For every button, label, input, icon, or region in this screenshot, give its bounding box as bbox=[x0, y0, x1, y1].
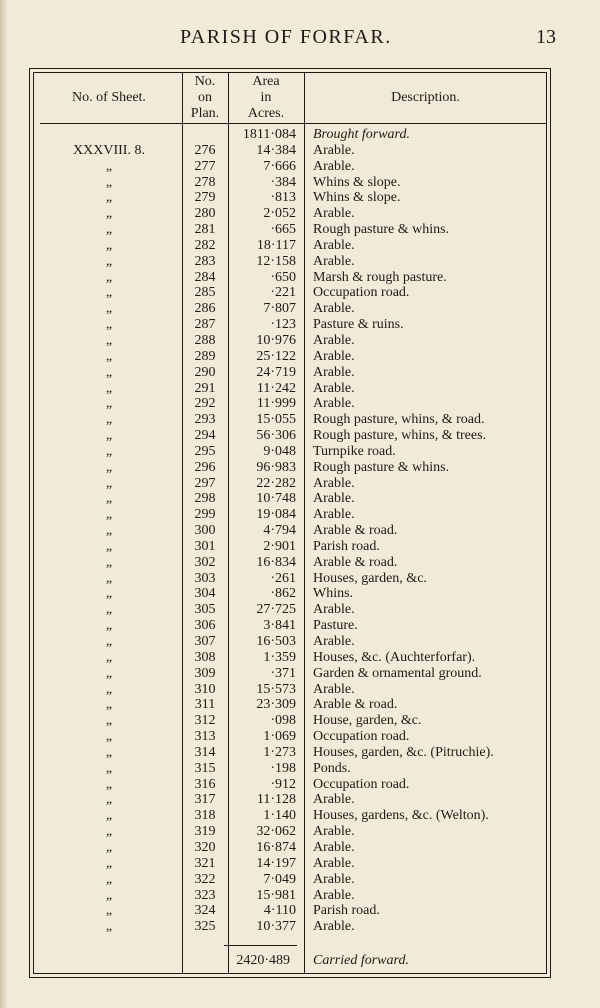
row-area: 25·122 bbox=[256, 348, 296, 364]
row-description: Occupation road. bbox=[313, 776, 410, 792]
table-row bbox=[0, 919, 600, 935]
row-sheet: „ bbox=[105, 649, 113, 665]
row-sheet: „ bbox=[105, 269, 113, 285]
table-row bbox=[0, 365, 600, 381]
row-plan-number: 284 bbox=[194, 269, 216, 285]
row-description: Houses, garden, &c. (Pitruchie). bbox=[313, 744, 494, 760]
table-row bbox=[0, 507, 600, 523]
row-area: 10·976 bbox=[256, 332, 296, 348]
row-description: Arable. bbox=[313, 253, 355, 269]
row-area: ·098 bbox=[270, 713, 296, 729]
row-plan-number: 313 bbox=[194, 729, 216, 745]
row-description: Arable. bbox=[313, 491, 355, 507]
row-plan-number: 304 bbox=[194, 586, 216, 602]
row-description: Turnpike road. bbox=[313, 443, 396, 459]
table-row bbox=[0, 792, 600, 808]
table-row bbox=[0, 840, 600, 856]
table-row bbox=[0, 254, 600, 270]
row-description: Arable. bbox=[313, 380, 355, 396]
brought-forward-label: Brought forward. bbox=[313, 127, 410, 142]
row-area: 16·874 bbox=[256, 839, 296, 855]
row-sheet: „ bbox=[105, 428, 113, 444]
row-description: Arable. bbox=[313, 871, 355, 887]
brought-forward-row bbox=[0, 127, 600, 143]
row-plan-number: 296 bbox=[194, 459, 216, 475]
row-description: Arable. bbox=[313, 824, 355, 840]
row-plan-number: 285 bbox=[194, 285, 216, 301]
row-sheet: „ bbox=[105, 190, 113, 206]
row-area: ·371 bbox=[270, 665, 296, 681]
row-plan-number: 288 bbox=[194, 332, 216, 348]
table-row bbox=[0, 602, 600, 618]
table-row bbox=[0, 333, 600, 349]
row-area: 1·140 bbox=[263, 808, 296, 824]
row-area: 1·273 bbox=[263, 744, 296, 760]
row-sheet: „ bbox=[105, 206, 113, 222]
table-row bbox=[0, 317, 600, 333]
row-sheet: „ bbox=[105, 459, 113, 475]
table-row bbox=[0, 143, 600, 159]
row-plan-number: 290 bbox=[194, 364, 216, 380]
header-plan bbox=[182, 74, 228, 122]
table-row bbox=[0, 349, 600, 365]
row-plan-number: 310 bbox=[194, 681, 216, 697]
row-sheet: „ bbox=[105, 808, 113, 824]
row-sheet: XXXVIII. 8. bbox=[73, 142, 145, 158]
row-plan-number: 308 bbox=[194, 649, 216, 665]
row-area: 11·999 bbox=[256, 396, 296, 412]
row-plan-number: 289 bbox=[194, 348, 216, 364]
row-area: 7·049 bbox=[263, 871, 296, 887]
row-plan-number: 286 bbox=[194, 301, 216, 317]
row-sheet: „ bbox=[105, 855, 113, 871]
table-row bbox=[0, 856, 600, 872]
table-row bbox=[0, 222, 600, 238]
row-plan-number: 302 bbox=[194, 554, 216, 570]
row-sheet: „ bbox=[105, 364, 113, 380]
row-area: ·912 bbox=[270, 776, 296, 792]
total-rule bbox=[224, 945, 297, 946]
row-area: 12·158 bbox=[256, 253, 296, 269]
row-area: 27·725 bbox=[256, 602, 296, 618]
row-description: Arable & road. bbox=[313, 697, 398, 713]
row-area: 15·573 bbox=[256, 681, 296, 697]
row-plan-number: 282 bbox=[194, 237, 216, 253]
row-plan-number: 317 bbox=[194, 792, 216, 808]
running-title: PARISH OF FORFAR. bbox=[180, 26, 392, 48]
row-area: 7·666 bbox=[263, 158, 296, 174]
row-plan-number: 276 bbox=[194, 142, 216, 158]
table-row bbox=[0, 650, 600, 666]
row-area: 18·117 bbox=[256, 237, 296, 253]
row-area: ·384 bbox=[270, 174, 296, 190]
row-sheet: „ bbox=[105, 887, 113, 903]
row-sheet: „ bbox=[105, 285, 113, 301]
row-area: ·665 bbox=[270, 222, 296, 238]
table-row bbox=[0, 175, 600, 191]
row-area: 3·841 bbox=[263, 618, 296, 634]
row-sheet: „ bbox=[105, 713, 113, 729]
row-sheet: „ bbox=[105, 618, 113, 634]
row-description: Whins & slope. bbox=[313, 190, 401, 206]
row-plan-number: 299 bbox=[194, 507, 216, 523]
header-area-line-3: Acres. bbox=[247, 106, 285, 121]
row-description: Arable. bbox=[313, 855, 355, 871]
row-sheet: „ bbox=[105, 903, 113, 919]
row-sheet: „ bbox=[105, 348, 113, 364]
row-plan-number: 325 bbox=[194, 919, 216, 935]
row-plan-number: 321 bbox=[194, 855, 216, 871]
table-row bbox=[0, 444, 600, 460]
table-row bbox=[0, 301, 600, 317]
row-plan-number: 278 bbox=[194, 174, 216, 190]
page-number: 13 bbox=[536, 26, 556, 48]
row-area: 11·128 bbox=[256, 792, 296, 808]
row-area: 11·242 bbox=[256, 380, 296, 396]
row-plan-number: 305 bbox=[194, 602, 216, 618]
table-row bbox=[0, 761, 600, 777]
row-area: 1·359 bbox=[263, 649, 296, 665]
row-sheet: „ bbox=[105, 222, 113, 238]
row-description: Rough pasture, whins, & trees. bbox=[313, 428, 487, 444]
row-description: House, garden, &c. bbox=[313, 713, 422, 729]
header-plan-line-1: No. bbox=[194, 74, 216, 89]
row-sheet: „ bbox=[105, 443, 113, 459]
row-area: 7·807 bbox=[263, 301, 296, 317]
row-sheet: „ bbox=[105, 665, 113, 681]
row-area: 22·282 bbox=[256, 475, 296, 491]
table-row bbox=[0, 396, 600, 412]
row-area: 2·901 bbox=[263, 538, 296, 554]
row-sheet: „ bbox=[105, 697, 113, 713]
table-row bbox=[0, 428, 600, 444]
row-sheet: „ bbox=[105, 237, 113, 253]
row-area: ·813 bbox=[270, 190, 296, 206]
row-description: Arable. bbox=[313, 396, 355, 412]
row-area: 4·110 bbox=[263, 903, 296, 919]
table-row bbox=[0, 903, 600, 919]
table-row bbox=[0, 713, 600, 729]
row-sheet: „ bbox=[105, 839, 113, 855]
row-area: 9·048 bbox=[263, 443, 296, 459]
row-plan-number: 319 bbox=[194, 824, 216, 840]
row-description: Arable & road. bbox=[313, 554, 398, 570]
table-row bbox=[0, 618, 600, 634]
row-plan-number: 307 bbox=[194, 634, 216, 649]
row-sheet: „ bbox=[105, 824, 113, 840]
row-description: Whins & slope. bbox=[313, 174, 401, 190]
row-description: Ponds. bbox=[313, 760, 351, 776]
table-row bbox=[0, 381, 600, 397]
row-sheet: „ bbox=[105, 174, 113, 190]
table-body bbox=[0, 127, 600, 935]
row-description: Arable. bbox=[313, 634, 355, 649]
table-row bbox=[0, 412, 600, 428]
row-plan-number: 312 bbox=[194, 713, 216, 729]
header-plan-line-2: on bbox=[198, 90, 212, 105]
row-sheet: „ bbox=[105, 538, 113, 554]
table-row bbox=[0, 634, 600, 650]
header-sheet: No. of Sheet. bbox=[72, 90, 146, 105]
row-area: 16·834 bbox=[256, 554, 296, 570]
row-sheet: „ bbox=[105, 554, 113, 570]
row-plan-number: 301 bbox=[194, 538, 216, 554]
row-plan-number: 298 bbox=[194, 491, 216, 507]
row-sheet: „ bbox=[105, 158, 113, 174]
row-sheet: „ bbox=[105, 491, 113, 507]
row-plan-number: 281 bbox=[194, 222, 216, 238]
row-sheet: „ bbox=[105, 570, 113, 586]
row-description: Arable. bbox=[313, 602, 355, 618]
row-description: Parish road. bbox=[313, 903, 380, 919]
row-area: 56·306 bbox=[256, 428, 296, 444]
row-description: Arable & road. bbox=[313, 523, 398, 539]
row-description: Houses, &c. (Auchterforfar). bbox=[313, 649, 476, 665]
row-sheet: „ bbox=[105, 871, 113, 887]
header-area bbox=[228, 74, 304, 122]
row-description: Occupation road. bbox=[313, 285, 410, 301]
row-sheet: „ bbox=[105, 634, 113, 649]
table-row bbox=[0, 491, 600, 507]
carried-forward-row bbox=[0, 952, 600, 970]
row-plan-number: 300 bbox=[194, 523, 216, 539]
row-plan-number: 292 bbox=[194, 396, 216, 412]
row-description: Arable. bbox=[313, 887, 355, 903]
row-area: 24·719 bbox=[256, 364, 296, 380]
row-sheet: „ bbox=[105, 396, 113, 412]
row-area: 1·069 bbox=[263, 729, 296, 745]
row-sheet: „ bbox=[105, 523, 113, 539]
row-plan-number: 320 bbox=[194, 839, 216, 855]
row-plan-number: 295 bbox=[194, 443, 216, 459]
table-row bbox=[0, 476, 600, 492]
table-row bbox=[0, 745, 600, 761]
row-plan-number: 277 bbox=[194, 158, 216, 174]
row-description: Arable. bbox=[313, 475, 355, 491]
row-description: Arable. bbox=[313, 142, 355, 158]
table-row bbox=[0, 697, 600, 713]
header-area-line-2: in bbox=[260, 90, 272, 105]
row-description: Pasture & ruins. bbox=[313, 317, 404, 333]
row-description: Arable. bbox=[313, 332, 355, 348]
row-sheet: „ bbox=[105, 744, 113, 760]
row-description: Whins. bbox=[313, 586, 354, 602]
table-row bbox=[0, 539, 600, 555]
table-row bbox=[0, 586, 600, 602]
row-plan-number: 316 bbox=[194, 776, 216, 792]
row-sheet: „ bbox=[105, 475, 113, 491]
page-header bbox=[0, 26, 600, 52]
row-plan-number: 318 bbox=[194, 808, 216, 824]
row-area: ·198 bbox=[270, 760, 296, 776]
row-area: 14·197 bbox=[256, 855, 296, 871]
row-sheet: „ bbox=[105, 602, 113, 618]
table-row bbox=[0, 777, 600, 793]
table-row bbox=[0, 682, 600, 698]
table-row bbox=[0, 285, 600, 301]
row-area: 14·384 bbox=[256, 142, 296, 158]
row-plan-number: 303 bbox=[194, 570, 216, 586]
row-sheet: „ bbox=[105, 681, 113, 697]
table-row bbox=[0, 888, 600, 904]
row-sheet: „ bbox=[105, 919, 113, 935]
brought-forward-area: 1811·084 bbox=[242, 127, 296, 142]
table-row bbox=[0, 270, 600, 286]
row-description: Arable. bbox=[313, 364, 355, 380]
row-description: Rough pasture, whins, & road. bbox=[313, 412, 485, 428]
row-area: ·221 bbox=[270, 285, 296, 301]
row-sheet: „ bbox=[105, 776, 113, 792]
row-description: Arable. bbox=[313, 206, 355, 222]
row-area: 23·309 bbox=[256, 697, 296, 713]
row-sheet: „ bbox=[105, 507, 113, 523]
row-description: Arable. bbox=[313, 237, 355, 253]
row-description: Parish road. bbox=[313, 538, 380, 554]
table-row bbox=[0, 666, 600, 682]
table-row bbox=[0, 571, 600, 587]
row-description: Arable. bbox=[313, 792, 355, 808]
row-plan-number: 293 bbox=[194, 412, 216, 428]
row-area: 15·981 bbox=[256, 887, 296, 903]
row-sheet: „ bbox=[105, 792, 113, 808]
row-area: ·650 bbox=[270, 269, 296, 285]
row-plan-number: 294 bbox=[194, 428, 216, 444]
header-plan-line-3: Plan. bbox=[190, 106, 220, 121]
row-plan-number: 315 bbox=[194, 760, 216, 776]
row-plan-number: 306 bbox=[194, 618, 216, 634]
row-description: Houses, garden, &c. bbox=[313, 570, 427, 586]
row-plan-number: 311 bbox=[194, 697, 216, 713]
row-sheet: „ bbox=[105, 253, 113, 269]
table-row bbox=[0, 729, 600, 745]
row-plan-number: 323 bbox=[194, 887, 216, 903]
row-description: Arable. bbox=[313, 158, 355, 174]
row-sheet: „ bbox=[105, 317, 113, 333]
row-area: 10·377 bbox=[256, 919, 296, 935]
row-plan-number: 309 bbox=[194, 665, 216, 681]
row-plan-number: 324 bbox=[194, 903, 216, 919]
row-sheet: „ bbox=[105, 586, 113, 602]
row-description: Occupation road. bbox=[313, 729, 410, 745]
table-row bbox=[0, 824, 600, 840]
table-row bbox=[0, 460, 600, 476]
row-sheet: „ bbox=[105, 760, 113, 776]
row-area: 19·084 bbox=[256, 507, 296, 523]
row-description: Arable. bbox=[313, 507, 355, 523]
table-row bbox=[0, 190, 600, 206]
row-area: 32·062 bbox=[256, 824, 296, 840]
row-plan-number: 322 bbox=[194, 871, 216, 887]
row-plan-number: 283 bbox=[194, 253, 216, 269]
table-row bbox=[0, 206, 600, 222]
row-area: 15·055 bbox=[256, 412, 296, 428]
row-sheet: „ bbox=[105, 412, 113, 428]
row-plan-number: 280 bbox=[194, 206, 216, 222]
row-area: 2·052 bbox=[263, 206, 296, 222]
row-plan-number: 297 bbox=[194, 475, 216, 491]
row-description: Arable. bbox=[313, 839, 355, 855]
carried-forward-label: Carried forward. bbox=[313, 953, 409, 968]
row-description: Pasture. bbox=[313, 618, 358, 634]
row-description: Arable. bbox=[313, 681, 355, 697]
row-area: 96·983 bbox=[256, 459, 296, 475]
row-description: Rough pasture & whins. bbox=[313, 222, 450, 238]
row-description: Arable. bbox=[313, 348, 355, 364]
header-rule bbox=[40, 123, 547, 124]
table-row bbox=[0, 523, 600, 539]
row-plan-number: 291 bbox=[194, 380, 216, 396]
row-description: Arable. bbox=[313, 919, 355, 935]
row-description: Garden & ornamental ground. bbox=[313, 665, 482, 681]
row-description: Arable. bbox=[313, 301, 355, 317]
table-row bbox=[0, 159, 600, 175]
header-area-line-1: Area bbox=[252, 74, 280, 89]
row-sheet: „ bbox=[105, 729, 113, 745]
row-area: 16·503 bbox=[256, 634, 296, 649]
row-area: ·261 bbox=[270, 570, 296, 586]
row-sheet: „ bbox=[105, 380, 113, 396]
table-row bbox=[0, 872, 600, 888]
table-row bbox=[0, 808, 600, 824]
row-area: 4·794 bbox=[263, 523, 296, 539]
row-area: ·123 bbox=[270, 317, 296, 333]
row-plan-number: 287 bbox=[194, 317, 216, 333]
carried-forward-area: 2420·489 bbox=[236, 953, 290, 968]
row-sheet: „ bbox=[105, 332, 113, 348]
row-area: ·862 bbox=[270, 586, 296, 602]
row-sheet: „ bbox=[105, 301, 113, 317]
row-description: Marsh & rough pasture. bbox=[313, 269, 447, 285]
row-area: 10·748 bbox=[256, 491, 296, 507]
row-description: Houses, gardens, &c. (Welton). bbox=[313, 808, 489, 824]
table-row bbox=[0, 238, 600, 254]
row-plan-number: 279 bbox=[194, 190, 216, 206]
row-description: Rough pasture & whins. bbox=[313, 459, 450, 475]
header-description: Description. bbox=[391, 90, 460, 105]
table-row bbox=[0, 555, 600, 571]
row-plan-number: 314 bbox=[194, 744, 216, 760]
